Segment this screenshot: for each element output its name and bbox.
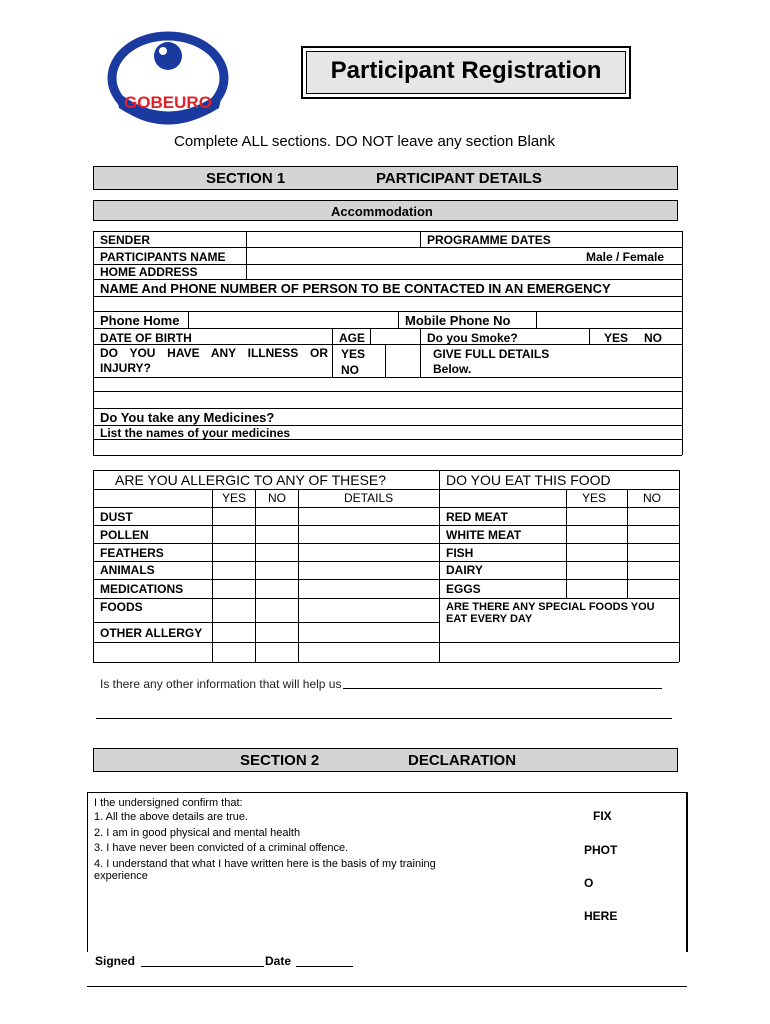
age-label: AGE: [339, 331, 366, 345]
declaration-item: 3. I have never been convicted of a criminal offence.: [94, 842, 349, 854]
mobile-phone-label: Mobile Phone No: [405, 313, 511, 328]
declaration-intro: I the undersigned confirm that:: [94, 797, 243, 809]
other-allergy-label: OTHER ALLERGY: [100, 626, 203, 640]
declaration-item: 4. I understand that what I have written here is the basis of my training experience: [94, 858, 436, 882]
instruction-text: Complete ALL sections. DO NOT leave any section Blank: [174, 133, 556, 150]
food-item: WHITE MEAT: [446, 528, 522, 542]
photo-text: O: [584, 876, 594, 890]
section2-bar: [93, 748, 678, 772]
medicines-list-label: List the names of your medicines: [100, 426, 291, 440]
allergy-col-yes: YES: [222, 491, 247, 505]
accommodation-label: Accommodation: [331, 204, 433, 219]
photo-text: FIX: [593, 809, 612, 823]
allergy-item: DUST: [100, 510, 133, 524]
signed-label: Signed: [95, 954, 136, 968]
other-info-line-2[interactable]: [96, 718, 672, 719]
section1-label: SECTION 1: [206, 170, 286, 187]
programme-dates-label: PROGRAMME DATES: [427, 233, 551, 247]
illness-no-label: NO: [341, 363, 359, 377]
food-item: FISH: [446, 546, 474, 560]
medicines-question: Do You take any Medicines?: [100, 410, 275, 425]
gobeuro-logo: [103, 28, 233, 128]
section1-heading: PARTICIPANT DETAILS: [376, 170, 542, 187]
food-item: DAIRY: [446, 563, 483, 577]
phone-home-label: Phone Home: [100, 313, 180, 328]
special-foods-label: ARE THERE ANY SPECIAL FOODS YOU EAT EVERY DAY: [446, 601, 655, 625]
allergy-item: FEATHERS: [100, 546, 164, 560]
allergy-item: FOODS: [100, 600, 143, 614]
illness-label: DO YOU HAVE ANY ILLNESS OR INJURY?: [100, 346, 328, 375]
food-heading: DO YOU EAT THIS FOOD: [446, 472, 611, 488]
other-info-line[interactable]: [343, 688, 662, 689]
dob-label: DATE OF BIRTH: [100, 331, 192, 345]
allergy-col-no: NO: [268, 491, 286, 505]
signed-line[interactable]: [141, 966, 264, 967]
page-title: Participant Registration: [330, 57, 602, 84]
food-col-yes: YES: [582, 491, 607, 505]
allergy-item: MEDICATIONS: [100, 582, 184, 596]
smoke-label: Do you Smoke?: [427, 331, 518, 345]
sender-label: SENDER: [100, 233, 151, 247]
photo-text: HERE: [584, 909, 618, 923]
logo-text: GOBEURO: [124, 93, 212, 112]
smoke-no-label: NO: [644, 331, 662, 345]
section2-heading: DECLARATION: [408, 752, 517, 769]
give-details-label: GIVE FULL DETAILS Below.: [433, 347, 550, 376]
male-female-label: Male / Female: [586, 250, 665, 264]
date-label: Date: [265, 954, 292, 968]
declaration-item: 2. I am in good physical and mental health: [94, 827, 301, 839]
illness-yes-label: YES: [341, 347, 366, 361]
allergy-heading: ARE YOU ALLERGIC TO ANY OF THESE?: [115, 472, 387, 488]
section2-label: SECTION 2: [240, 752, 320, 769]
allergy-item: POLLEN: [100, 528, 149, 542]
smoke-yes-label: YES: [604, 331, 629, 345]
home-address-label: HOME ADDRESS: [100, 265, 198, 279]
food-item: RED MEAT: [446, 510, 508, 524]
photo-text: PHOT: [584, 843, 618, 857]
allergy-col-details: DETAILS: [344, 491, 394, 505]
participants-name-label: PARTICIPANTS NAME: [100, 250, 226, 264]
emergency-contact-label: NAME And PHONE NUMBER OF PERSON TO BE CONTACTED IN AN EMERGENCY: [100, 281, 611, 296]
title-box: [301, 46, 631, 99]
allergy-item: ANIMALS: [100, 563, 155, 577]
declaration-item: 1. All the above details are true.: [94, 811, 249, 823]
food-item: EGGS: [446, 582, 481, 596]
other-info-label: Is there any other information that will help us: [100, 677, 342, 691]
food-col-no: NO: [643, 491, 661, 505]
date-line[interactable]: [296, 966, 353, 967]
